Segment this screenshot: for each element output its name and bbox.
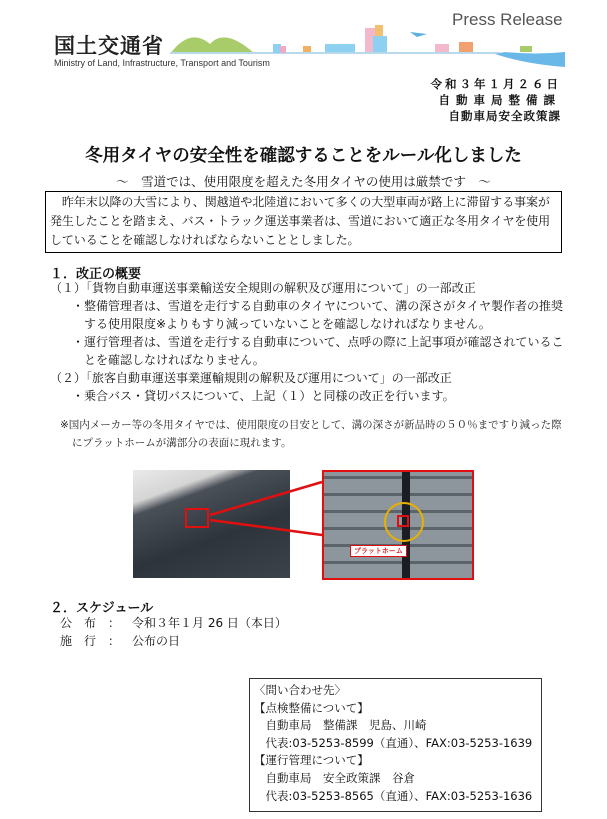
schedule-label: 施 行 ：: [60, 634, 121, 648]
contact-phone: 代表:03-5253-8565（直通）、FAX:03-5253-1636: [254, 788, 533, 803]
footnote-line: にプラットホームが溝部分の表面に現れます。: [72, 437, 292, 449]
summary-line: していることを確認しなければならないこととしました。: [50, 233, 360, 247]
release-date: 令和３年１月２６日: [430, 77, 561, 91]
contact-person: 自動車局 安全政策課 谷倉: [254, 770, 415, 785]
press-release-label: Press Release: [452, 10, 563, 29]
highlight-box: [185, 508, 209, 528]
schedule-value: 公布の日: [132, 634, 181, 648]
schedule-label: 公 布 ：: [60, 616, 121, 630]
department-2: 自動車局安全政策課: [448, 109, 561, 123]
section-1-heading: １．改正の概要: [50, 267, 142, 282]
schedule-row: [60, 614, 287, 632]
bullet-continuation: する使用限度※よりもすり減っていないことを確認しなければなりません。: [84, 317, 491, 331]
contact-heading: 〈問い合わせ先〉: [254, 683, 346, 697]
subtitle: ～ 雪道では、使用限度を超えた冬用タイヤの使用は厳禁です ～: [116, 174, 491, 189]
schedule-value: 令和３年１月 26 日（本日）: [132, 616, 287, 630]
contact-section: 【運行管理について】: [254, 753, 369, 768]
bullet-continuation: とを確認しなければなりません。: [84, 353, 265, 367]
ministry-english-name: Ministry of Land, Infrastructure, Transport and Tourism: [54, 58, 270, 68]
section-2-heading: ２．スケジュール: [50, 601, 154, 616]
schedule: [60, 614, 287, 650]
page-title: 冬用タイヤの安全性を確認することをルール化しました: [85, 146, 522, 166]
summary-box: [45, 191, 562, 253]
bullet-item: ・乗合バス・貸切バスについて、上記（１）と同様の改正を行います。: [72, 389, 455, 403]
schedule-row: [60, 632, 287, 650]
tire-closeup-photo: [322, 470, 474, 580]
platform-label: プラットホーム: [350, 545, 407, 557]
date-block: [431, 76, 562, 124]
contact-section: 【点検整備について】: [254, 700, 369, 715]
summary-line: 発生したことを踏まえ、バス・トラック運送事業者は、雪道において適正な冬用タイヤを使用: [50, 214, 551, 228]
zoom-connector-lines: [210, 470, 330, 580]
contact-person: 自動車局 整備課 児島、川崎: [254, 718, 427, 733]
subsection-1: （１）「貨物自動車運送事業輸送安全規則の解釈及び運用について」の一部改正: [50, 281, 476, 295]
section-1-body: [50, 279, 564, 405]
bullet-item: ・運行管理者は、雪道を走行する自動車について、点呼の際に上記事項が確認されているこ: [72, 335, 564, 349]
footnote-line: ※国内メーカー等の冬用タイヤでは、使用限度の目安として、溝の深さが新品時の５０％まですり減った際: [60, 419, 562, 431]
ministry-logo-text: 国土交通省: [54, 34, 164, 58]
contact-box: [249, 678, 542, 812]
platform-marker: [397, 515, 409, 527]
summary-line: 昨年末以降の大雪により、関越道や北陸道において多くの大型車両が路上に滞留する事案が: [50, 195, 550, 209]
banner-illustration: [165, 22, 565, 72]
department-1: 自動車局整備課: [438, 93, 561, 107]
subsection-2: （２）「旅客自動車運送事業運輸規則の解釈及び運用について」の一部改正: [50, 371, 452, 385]
bullet-item: ・整備管理者は、雪道を走行する自動車のタイヤについて、溝の深さがタイヤ製作者の推奨: [72, 299, 564, 313]
footnote: [60, 416, 562, 452]
contact-phone: 代表:03-5253-8599（直通）、FAX:03-5253-1639: [254, 735, 533, 750]
